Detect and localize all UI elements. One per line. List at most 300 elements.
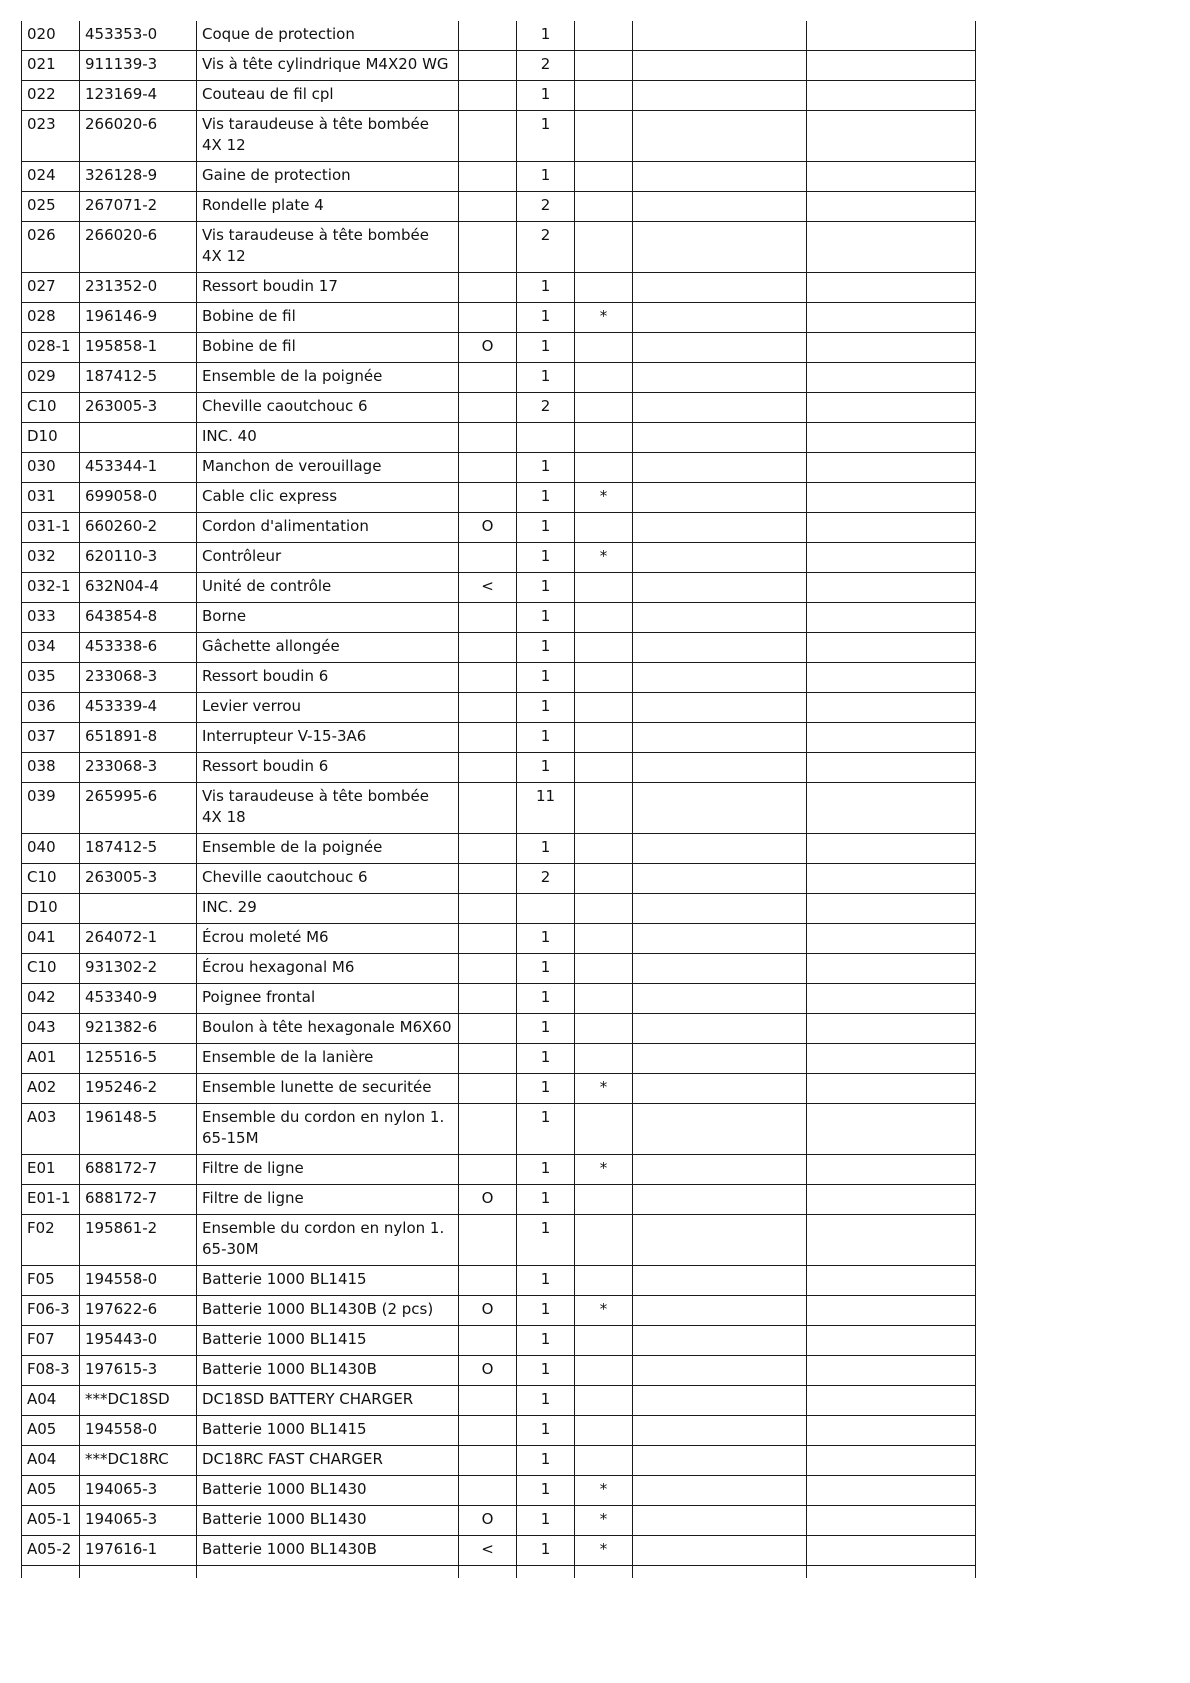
part-number-cell: 699058-0 [80, 483, 197, 513]
part-description-cell: DC18RC FAST CHARGER [197, 1446, 459, 1476]
part-ref-cell: C10 [22, 954, 80, 984]
table-row [22, 1215, 976, 1266]
mark-cell [459, 81, 517, 111]
star-cell: * [575, 1506, 633, 1536]
part-ref-cell: 035 [22, 663, 80, 693]
part-description-cell: Ensemble de la poignée [197, 363, 459, 393]
blank-cell [807, 1386, 976, 1416]
table-row [22, 1476, 976, 1506]
part-ref-cell: 040 [22, 834, 80, 864]
quantity-cell: 1 [517, 111, 575, 162]
part-ref-cell: D10 [22, 894, 80, 924]
blank-cell [807, 1506, 976, 1536]
part-description-cell: Couteau de fil cpl [197, 81, 459, 111]
part-description-cell: Unité de contrôle [197, 573, 459, 603]
table-row [22, 393, 976, 423]
blank-cell [807, 1536, 976, 1566]
blank-cell [633, 1155, 807, 1185]
part-ref-cell: 024 [22, 162, 80, 192]
blank-cell [807, 1155, 976, 1185]
quantity-cell: 2 [517, 51, 575, 81]
star-cell [575, 1416, 633, 1446]
table-row [22, 192, 976, 222]
blank-cell [807, 1326, 976, 1356]
part-description-cell: Ressort boudin 6 [197, 753, 459, 783]
part-number-cell: 195858-1 [80, 333, 197, 363]
part-number-cell: 195861-2 [80, 1215, 197, 1266]
table-row [22, 1536, 976, 1566]
quantity-cell: 1 [517, 924, 575, 954]
part-number-cell: 620110-3 [80, 543, 197, 573]
part-number-cell: 194065-3 [80, 1506, 197, 1536]
part-number-cell: 194558-0 [80, 1416, 197, 1446]
star-cell [575, 111, 633, 162]
mark-cell [459, 222, 517, 273]
part-description-cell: INC. 40 [197, 423, 459, 453]
blank-cell [807, 693, 976, 723]
part-description-cell: Ensemble de la lanière [197, 1044, 459, 1074]
part-number-cell: 453340-9 [80, 984, 197, 1014]
star-cell: * [575, 1155, 633, 1185]
table-row [22, 1044, 976, 1074]
quantity-cell: 1 [517, 1476, 575, 1506]
part-ref-cell: 034 [22, 633, 80, 663]
quantity-cell: 1 [517, 453, 575, 483]
quantity-cell: 1 [517, 573, 575, 603]
blank-cell [633, 333, 807, 363]
star-cell [575, 954, 633, 984]
quantity-cell: 1 [517, 1326, 575, 1356]
blank-cell [633, 1014, 807, 1044]
mark-cell: < [459, 1536, 517, 1566]
star-cell: * [575, 1476, 633, 1506]
part-description-cell: Batterie 1000 BL1430B [197, 1356, 459, 1386]
quantity-cell: 1 [517, 273, 575, 303]
part-ref-cell: C10 [22, 393, 80, 423]
star-cell [575, 81, 633, 111]
star-cell [575, 573, 633, 603]
blank-cell [807, 954, 976, 984]
quantity-cell: 1 [517, 513, 575, 543]
mark-cell [459, 51, 517, 81]
quantity-cell: 2 [517, 393, 575, 423]
star-cell [575, 1215, 633, 1266]
part-number-cell: 233068-3 [80, 663, 197, 693]
quantity-cell: 1 [517, 834, 575, 864]
blank-cell [807, 663, 976, 693]
part-number-cell: 931302-2 [80, 954, 197, 984]
part-ref-cell: F02 [22, 1215, 80, 1266]
blank-cell [633, 483, 807, 513]
part-number-cell: 266020-6 [80, 222, 197, 273]
part-number-cell: 265995-6 [80, 783, 197, 834]
table-row [22, 783, 976, 834]
part-ref-cell: 030 [22, 453, 80, 483]
mark-cell [459, 723, 517, 753]
star-cell [575, 1104, 633, 1155]
table-row [22, 984, 976, 1014]
part-description-cell: Filtre de ligne [197, 1185, 459, 1215]
blank-cell [633, 603, 807, 633]
part-number-cell: 196146-9 [80, 303, 197, 333]
part-description-cell: Ensemble de la poignée [197, 834, 459, 864]
part-description-cell: Coque de protection [197, 21, 459, 51]
blank-cell [633, 573, 807, 603]
quantity-cell: 2 [517, 192, 575, 222]
part-ref-cell: 027 [22, 273, 80, 303]
blank-cell [633, 1356, 807, 1386]
blank-cell [633, 1326, 807, 1356]
blank-cell [633, 924, 807, 954]
part-description-cell: Manchon de verouillage [197, 453, 459, 483]
quantity-cell: 1 [517, 1266, 575, 1296]
blank-cell [807, 363, 976, 393]
part-number-cell: 911139-3 [80, 51, 197, 81]
blank-cell [807, 1296, 976, 1326]
mark-cell [459, 21, 517, 51]
mark-cell [459, 453, 517, 483]
table-row [22, 303, 976, 333]
part-description-cell: Batterie 1000 BL1430 [197, 1476, 459, 1506]
part-ref-cell: E01-1 [22, 1185, 80, 1215]
table-row [22, 21, 976, 51]
part-description-cell: Ensemble du cordon en nylon 1. 65-30M [197, 1215, 459, 1266]
quantity-cell: 11 [517, 783, 575, 834]
mark-cell [459, 543, 517, 573]
blank-cell [807, 984, 976, 1014]
part-description-cell: Cordon d'alimentation [197, 513, 459, 543]
blank-cell [633, 1446, 807, 1476]
quantity-cell [517, 423, 575, 453]
mark-cell: O [459, 1356, 517, 1386]
star-cell [575, 192, 633, 222]
mark-cell [459, 192, 517, 222]
blank-cell [807, 393, 976, 423]
part-description-cell: Bobine de fil [197, 303, 459, 333]
part-number-cell: 233068-3 [80, 753, 197, 783]
part-description-cell: DC18SD BATTERY CHARGER [197, 1386, 459, 1416]
table-row [22, 723, 976, 753]
star-cell: * [575, 543, 633, 573]
part-description-cell: Vis taraudeuse à tête bombée 4X 12 [197, 111, 459, 162]
part-ref-cell: 032-1 [22, 573, 80, 603]
part-description-cell: Borne [197, 603, 459, 633]
star-cell [575, 1044, 633, 1074]
star-cell [575, 1014, 633, 1044]
blank-cell [633, 162, 807, 192]
blank-cell [807, 513, 976, 543]
blank-cell [807, 1185, 976, 1215]
quantity-cell: 1 [517, 483, 575, 513]
part-description-cell: Poignee frontal [197, 984, 459, 1014]
blank-cell [807, 924, 976, 954]
blank-cell [807, 1074, 976, 1104]
blank-cell [633, 1185, 807, 1215]
quantity-cell: 1 [517, 663, 575, 693]
star-cell [575, 273, 633, 303]
blank-cell [633, 1476, 807, 1506]
mark-cell [459, 1266, 517, 1296]
part-ref-cell: A05-2 [22, 1536, 80, 1566]
part-ref-cell: 031-1 [22, 513, 80, 543]
mark-cell [459, 1215, 517, 1266]
table-row [22, 1266, 976, 1296]
star-cell [575, 984, 633, 1014]
mark-cell [459, 693, 517, 723]
blank-cell [633, 834, 807, 864]
star-cell [575, 753, 633, 783]
table-row [22, 603, 976, 633]
part-number-cell: 921382-6 [80, 1014, 197, 1044]
quantity-cell: 1 [517, 723, 575, 753]
table-row [22, 1326, 976, 1356]
quantity-cell: 1 [517, 693, 575, 723]
part-ref-cell: 038 [22, 753, 80, 783]
part-number-cell [80, 423, 197, 453]
star-cell [575, 453, 633, 483]
part-ref-cell: 023 [22, 111, 80, 162]
part-description-cell: Batterie 1000 BL1415 [197, 1326, 459, 1356]
part-number-cell: 196148-5 [80, 1104, 197, 1155]
blank-cell [807, 333, 976, 363]
table-row [22, 273, 976, 303]
part-description-cell: Vis à tête cylindrique M4X20 WG [197, 51, 459, 81]
part-ref-cell: F07 [22, 1326, 80, 1356]
part-ref-cell: C10 [22, 864, 80, 894]
star-cell [575, 894, 633, 924]
mark-cell [459, 633, 517, 663]
table-row [22, 1446, 976, 1476]
table-continuation-row [22, 1566, 976, 1579]
table-row [22, 513, 976, 543]
quantity-cell: 1 [517, 303, 575, 333]
blank-cell [633, 423, 807, 453]
blank-cell [633, 222, 807, 273]
quantity-cell [517, 894, 575, 924]
table-row [22, 51, 976, 81]
mark-cell: O [459, 513, 517, 543]
table-row [22, 81, 976, 111]
blank-cell [807, 783, 976, 834]
part-description-cell: Vis taraudeuse à tête bombée 4X 12 [197, 222, 459, 273]
blank-cell [807, 603, 976, 633]
part-description-cell: Levier verrou [197, 693, 459, 723]
quantity-cell: 1 [517, 1386, 575, 1416]
part-ref-cell: F08-3 [22, 1356, 80, 1386]
blank-cell [633, 633, 807, 663]
mark-cell [459, 753, 517, 783]
part-ref-cell: F06-3 [22, 1296, 80, 1326]
quantity-cell: 1 [517, 603, 575, 633]
part-number-cell: ***DC18RC [80, 1446, 197, 1476]
star-cell [575, 1266, 633, 1296]
part-number-cell: 197616-1 [80, 1536, 197, 1566]
part-ref-cell: A04 [22, 1446, 80, 1476]
part-ref-cell: 020 [22, 21, 80, 51]
part-ref-cell: A01 [22, 1044, 80, 1074]
quantity-cell: 1 [517, 1296, 575, 1326]
table-row [22, 1296, 976, 1326]
table-row [22, 363, 976, 393]
part-description-cell: Gâchette allongée [197, 633, 459, 663]
part-ref-cell: 032 [22, 543, 80, 573]
blank-cell [633, 1386, 807, 1416]
mark-cell [459, 303, 517, 333]
part-number-cell: 453353-0 [80, 21, 197, 51]
table-row [22, 543, 976, 573]
part-ref-cell: A02 [22, 1074, 80, 1104]
blank-cell [807, 483, 976, 513]
blank-cell [80, 1566, 197, 1579]
mark-cell [459, 1014, 517, 1044]
part-number-cell: 197622-6 [80, 1296, 197, 1326]
mark-cell [459, 894, 517, 924]
table-row [22, 864, 976, 894]
part-number-cell: 231352-0 [80, 273, 197, 303]
blank-cell [633, 663, 807, 693]
quantity-cell: 1 [517, 1416, 575, 1446]
part-ref-cell: 042 [22, 984, 80, 1014]
part-number-cell: 266020-6 [80, 111, 197, 162]
table-row [22, 483, 976, 513]
blank-cell [517, 1566, 575, 1579]
quantity-cell: 1 [517, 1506, 575, 1536]
quantity-cell: 1 [517, 1044, 575, 1074]
quantity-cell: 1 [517, 984, 575, 1014]
quantity-cell: 1 [517, 1014, 575, 1044]
quantity-cell: 1 [517, 633, 575, 663]
part-number-cell: 195443-0 [80, 1326, 197, 1356]
blank-cell [807, 543, 976, 573]
mark-cell: O [459, 1506, 517, 1536]
part-description-cell: Ressort boudin 6 [197, 663, 459, 693]
mark-cell [459, 363, 517, 393]
part-ref-cell: 039 [22, 783, 80, 834]
star-cell [575, 222, 633, 273]
table-row [22, 573, 976, 603]
mark-cell: O [459, 1296, 517, 1326]
mark-cell [459, 393, 517, 423]
part-number-cell: 267071-2 [80, 192, 197, 222]
mark-cell [459, 864, 517, 894]
blank-cell [807, 1566, 976, 1579]
mark-cell: < [459, 573, 517, 603]
part-number-cell: 688172-7 [80, 1185, 197, 1215]
part-description-cell: Vis taraudeuse à tête bombée 4X 18 [197, 783, 459, 834]
part-number-cell: 660260-2 [80, 513, 197, 543]
part-description-cell: Bobine de fil [197, 333, 459, 363]
part-description-cell: Batterie 1000 BL1430B (2 pcs) [197, 1296, 459, 1326]
blank-cell [633, 783, 807, 834]
blank-cell [633, 111, 807, 162]
blank-cell [633, 753, 807, 783]
part-description-cell: Écrou hexagonal M6 [197, 954, 459, 984]
part-number-cell: 194558-0 [80, 1266, 197, 1296]
blank-cell [633, 453, 807, 483]
table-row [22, 1104, 976, 1155]
blank-cell [633, 81, 807, 111]
part-number-cell: 187412-5 [80, 834, 197, 864]
blank-cell [633, 693, 807, 723]
part-ref-cell: A04 [22, 1386, 80, 1416]
blank-cell [807, 453, 976, 483]
part-description-cell: Interrupteur V-15-3A6 [197, 723, 459, 753]
star-cell [575, 864, 633, 894]
star-cell [575, 51, 633, 81]
mark-cell [459, 954, 517, 984]
blank-cell [633, 1044, 807, 1074]
blank-cell [633, 363, 807, 393]
table-row [22, 1356, 976, 1386]
mark-cell [459, 423, 517, 453]
part-ref-cell: 031 [22, 483, 80, 513]
part-ref-cell: 028-1 [22, 333, 80, 363]
blank-cell [633, 1416, 807, 1446]
quantity-cell: 1 [517, 1074, 575, 1104]
blank-cell [633, 51, 807, 81]
part-description-cell: Cable clic express [197, 483, 459, 513]
blank-cell [807, 1446, 976, 1476]
blank-cell [633, 1266, 807, 1296]
table-row [22, 663, 976, 693]
blank-cell [633, 192, 807, 222]
blank-cell [807, 1104, 976, 1155]
quantity-cell: 1 [517, 81, 575, 111]
blank-cell [807, 753, 976, 783]
blank-cell [807, 1266, 976, 1296]
blank-cell [807, 1476, 976, 1506]
quantity-cell: 1 [517, 1536, 575, 1566]
part-number-cell: 125516-5 [80, 1044, 197, 1074]
star-cell [575, 1446, 633, 1476]
part-description-cell: Gaine de protection [197, 162, 459, 192]
blank-cell [633, 393, 807, 423]
part-number-cell: 195246-2 [80, 1074, 197, 1104]
part-number-cell: 326128-9 [80, 162, 197, 192]
quantity-cell: 1 [517, 1185, 575, 1215]
blank-cell [807, 21, 976, 51]
part-ref-cell: 028 [22, 303, 80, 333]
part-number-cell: 187412-5 [80, 363, 197, 393]
star-cell [575, 363, 633, 393]
blank-cell [807, 51, 976, 81]
blank-cell [633, 303, 807, 333]
mark-cell [459, 1326, 517, 1356]
star-cell [575, 1326, 633, 1356]
blank-cell [807, 723, 976, 753]
quantity-cell: 1 [517, 363, 575, 393]
mark-cell [459, 924, 517, 954]
table-row [22, 111, 976, 162]
part-number-cell: 197615-3 [80, 1356, 197, 1386]
star-cell: * [575, 1536, 633, 1566]
table-row [22, 333, 976, 363]
blank-cell [807, 273, 976, 303]
blank-cell [807, 111, 976, 162]
blank-cell [633, 543, 807, 573]
part-ref-cell: 037 [22, 723, 80, 753]
part-ref-cell: A05 [22, 1416, 80, 1446]
quantity-cell: 1 [517, 1215, 575, 1266]
blank-cell [807, 222, 976, 273]
blank-cell [633, 1506, 807, 1536]
table-row [22, 1416, 976, 1446]
blank-cell [633, 1074, 807, 1104]
blank-cell [197, 1566, 459, 1579]
mark-cell [459, 1104, 517, 1155]
quantity-cell: 1 [517, 333, 575, 363]
part-ref-cell: 033 [22, 603, 80, 633]
